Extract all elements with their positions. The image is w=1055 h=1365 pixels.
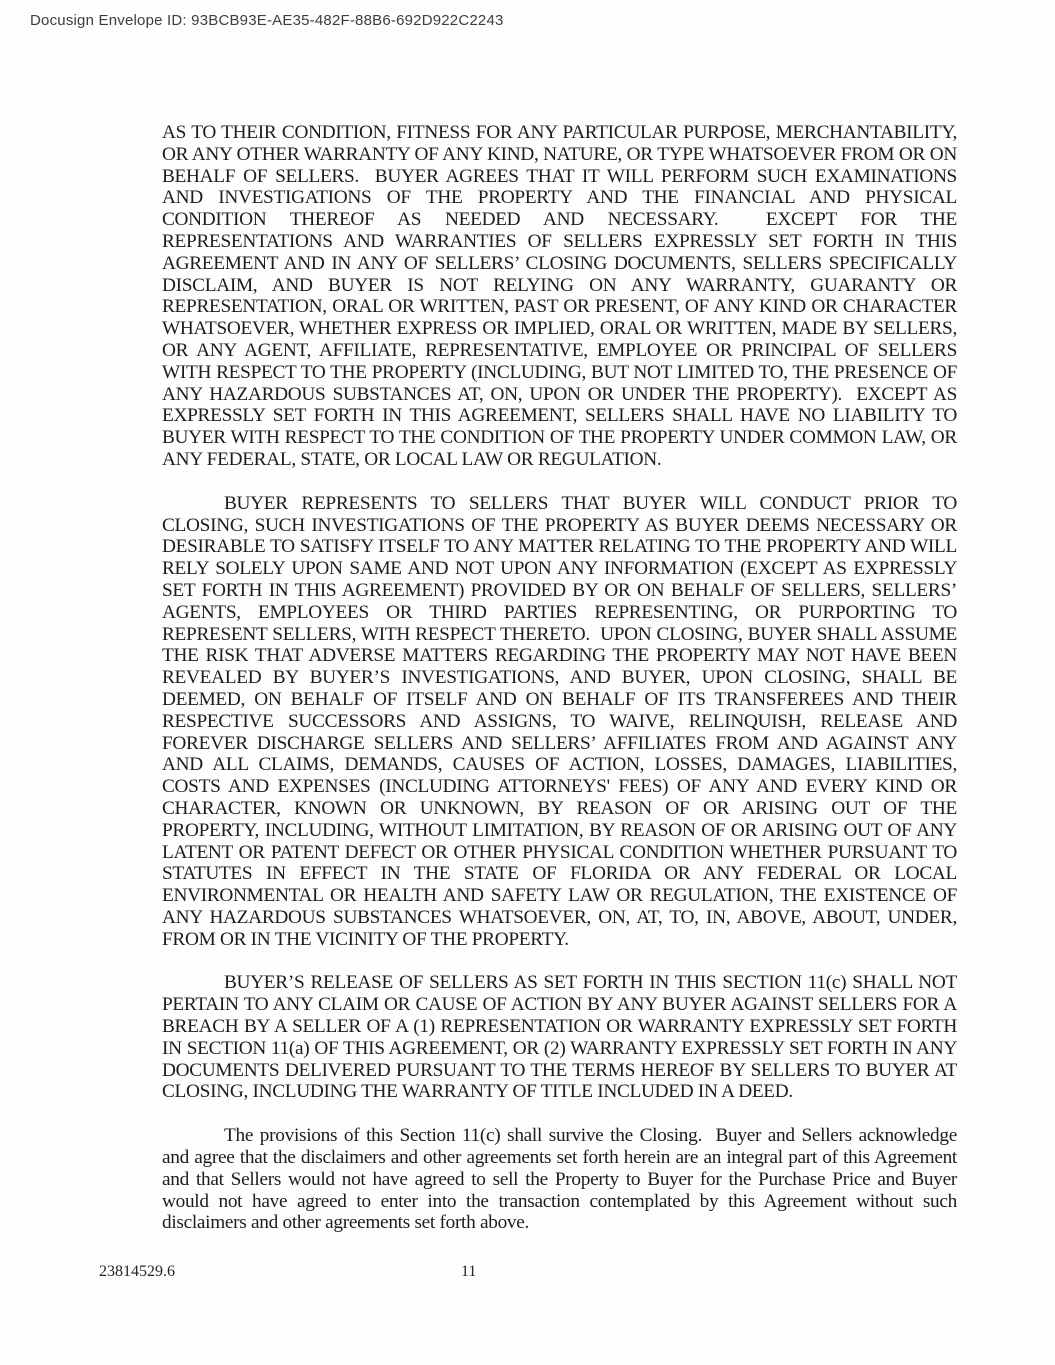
docusign-envelope-id: Docusign Envelope ID: 93BCB93E-AE35-482F-88B6-692D922C2243 xyxy=(30,12,504,29)
agreement-paragraph-2: BUYER REPRESENTS TO SELLERS THAT BUYER WILL CONDUCT PRIOR TO CLOSING, SUCH INVESTIGATIONS OF THE PROPERTY AS BUYER DEEMS NECESSARY OR DESIRABLE TO SATISFY ITSELF TO ANY MATTER RELATING TO THE PROPERTY AND WILL RELY SOLELY UPON SAME AND NOT UPON ANY INFORMATION (EXCEPT AS EXPRESSLY SET FORTH IN THIS AGREEMENT) PROVIDED BY OR ON BEHALF OF SELLERS, SELLERS’ AGENTS, EMPLOYEES OR THIRD PARTIES REPRESENTING, OR PURPORTING TO REPRESENT SELLERS, WITH RESPECT THERETO. UPON CLOSING, BUYER SHALL ASSUME THE RISK THAT ADVERSE MATTERS REGARDING THE PROPERTY MAY NOT HAVE BEEN REVEALED BY BUYER’S INVESTIGATIONS, AND BUYER, UPON CLOSING, SHALL BE DEEMED, ON BEHALF OF ITSELF AND ON BEHALF OF ITS TRANSFEREES AND THEIR RESPECTIVE SUCCESSORS AND ASSIGNS, TO WAIVE, RELINQUISH, RELEASE AND FOREVER DISCHARGE SELLERS AND SELLERS’ AFFILIATES FROM AND AGAINST ANY AND ALL CLAIMS, DEMANDS, CAUSES OF ACTION, LOSSES, DAMAGES, LIABILITIES, COSTS AND EXPENSES (INCLUDING ATTORNEYS' FEES) OF ANY AND EVERY KIND OR CHARACTER, KNOWN OR UNKNOWN, BY REASON OF OR ARISING OUT OF THE PROPERTY, INCLUDING, WITHOUT LIMITATION, BY REASON OF OR ARISING OUT OF ANY LATENT OR PATENT DEFECT OR OTHER PHYSICAL CONDITION WHETHER PURSUANT TO STATUTES IN EFFECT IN THE STATE OF FLORIDA OR ANY FEDERAL OR LOCAL ENVIRONMENTAL OR HEALTH AND SAFETY LAW OR REGULATION, THE EXISTENCE OF ANY HAZARDOUS SUBSTANCES WHATSOEVER, ON, AT, TO, IN, ABOVE, ABOUT, UNDER, FROM OR IN THE VICINITY OF THE PROPERTY. xyxy=(162,492,962,950)
document-number: 23814529.6 xyxy=(99,1263,175,1280)
agreement-body xyxy=(162,122,962,1256)
page-number: 11 xyxy=(461,1263,477,1280)
agreement-paragraph-4: The provisions of this Section 11(c) shall survive the Closing. Buyer and Sellers acknowledge and agree that the disclaimers and other agreements set forth herein are an integral part of this Agreement and that Sellers would not have agreed to sell the Property to Buyer for the Purchase Price and Buyer would not have agreed to enter into the transaction contemplated by this Agreement without such disclaimers and other agreements set forth above. xyxy=(162,1125,962,1234)
agreement-paragraph-3: BUYER’S RELEASE OF SELLERS AS SET FORTH IN THIS SECTION 11(c) SHALL NOT PERTAIN TO ANY CLAIM OR CAUSE OF ACTION BY ANY BUYER AGAINST SELLERS FOR A BREACH BY A SELLER OF A (1) REPRESENTATION OR WARRANTY EXPRESSLY SET FORTH IN SECTION 11(a) OF THIS AGREEMENT, OR (2) WARRANTY EXPRESSLY SET FORTH IN ANY DOCUMENTS DELIVERED PURSUANT TO THE TERMS HEREOF BY SELLERS TO BUYER AT CLOSING, INCLUDING THE WARRANTY OF TITLE INCLUDED IN A DEED. xyxy=(162,972,962,1103)
agreement-paragraph-1: AS TO THEIR CONDITION, FITNESS FOR ANY PARTICULAR PURPOSE, MERCHANTABILITY, OR ANY OTHER WARRANTY OF ANY KIND, NATURE, OR TYPE WHATSOEVER FROM OR ON BEHALF OF SELLERS. BUYER AGREES THAT IT WILL PERFORM SUCH EXAMINATIONS AND INVESTIGATIONS OF THE PROPERTY AND THE FINANCIAL AND PHYSICAL CONDITION THEREOF AS NEEDED AND NECESSARY. EXCEPT FOR THE REPRESENTATIONS AND WARRANTIES OF SELLERS EXPRESSLY SET FORTH IN THIS AGREEMENT AND IN ANY OF SELLERS’ CLOSING DOCUMENTS, SELLERS SPECIFICALLY DISCLAIM, AND BUYER IS NOT RELYING ON ANY WARRANTY, GUARANTY OR REPRESENTATION, ORAL OR WRITTEN, PAST OR PRESENT, OF ANY KIND OR CHARACTER WHATSOEVER, WHETHER EXPRESS OR IMPLIED, ORAL OR WRITTEN, MADE BY SELLERS, OR ANY AGENT, AFFILIATE, REPRESENTATIVE, EMPLOYEE OR PRINCIPAL OF SELLERS WITH RESPECT TO THE PROPERTY (INCLUDING, BUT NOT LIMITED TO, THE PRESENCE OF ANY HAZARDOUS SUBSTANCES AT, ON, UPON OR UNDER THE PROPERTY). EXCEPT AS EXPRESSLY SET FORTH IN THIS AGREEMENT, SELLERS SHALL HAVE NO LIABILITY TO BUYER WITH RESPECT TO THE CONDITION OF THE PROPERTY UNDER COMMON LAW, OR ANY FEDERAL, STATE, OR LOCAL LAW OR REGULATION. xyxy=(162,122,962,470)
